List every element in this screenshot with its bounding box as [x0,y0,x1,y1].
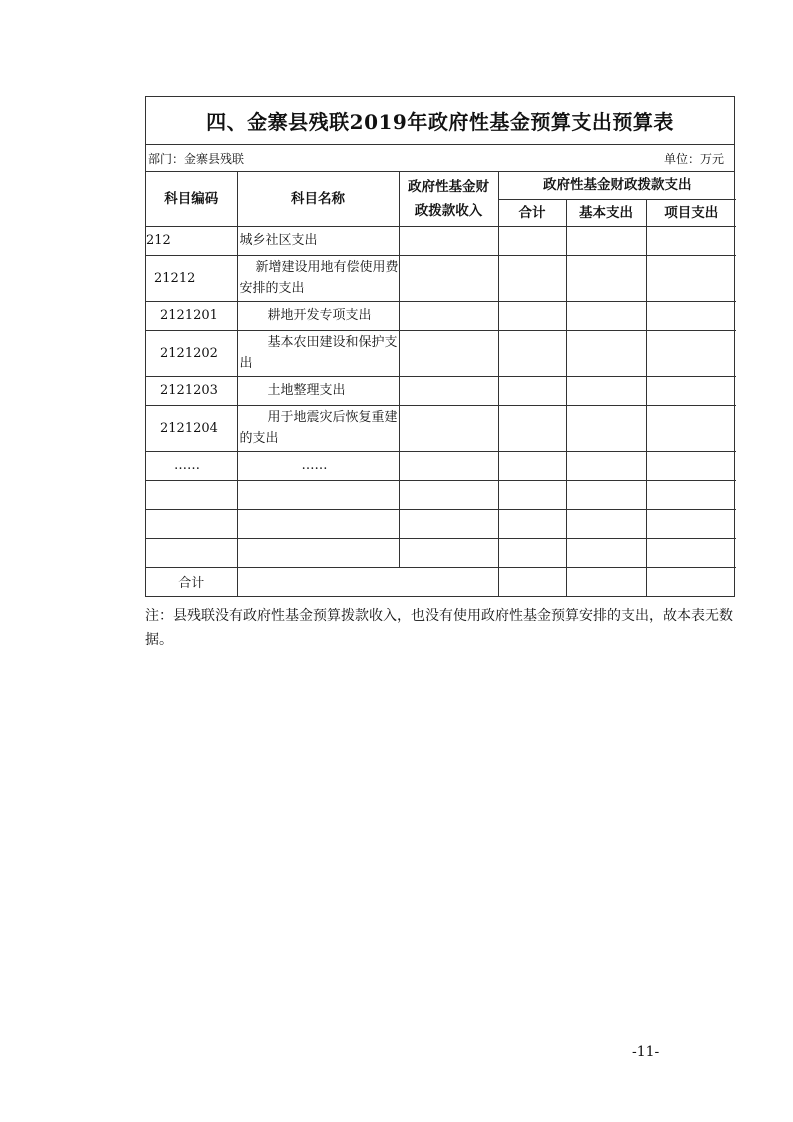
cell-basic [566,538,646,567]
row-code [146,509,237,538]
cell-project [646,330,736,376]
cell-income [399,226,498,255]
header-income-line2: 政拨款收入 [414,202,483,219]
table-row [146,405,736,451]
cell-basic [566,255,646,301]
row-name: 基本农田建设和保护支出 [237,330,399,376]
table-row [146,226,736,255]
header-basic: 基本支出 [566,199,646,226]
cell-project [646,509,736,538]
table-row [146,538,736,567]
row-code: 2121201 [146,301,237,330]
row-code [146,538,237,567]
header-code: 科目编码 [146,172,237,226]
cell-total [498,480,566,509]
cell-income [399,376,498,405]
cell-income [399,255,498,301]
row-code: 2121203 [146,376,237,405]
table-row [146,301,736,330]
budget-table [146,172,736,596]
cell-basic [566,405,646,451]
table-row [146,376,736,405]
cell-project [646,226,736,255]
meta-row [146,145,734,172]
cell-total [498,301,566,330]
cell-basic [566,451,646,480]
cell-project [646,301,736,330]
cell-basic [566,226,646,255]
unit-label: 单位：万元 [663,151,724,166]
table-title: 四、金寨县残联2019年政府性基金预算支出预算表 [146,97,734,145]
cell-project [646,255,736,301]
total-merged-cell [237,567,498,596]
cell-total [498,255,566,301]
cell-basic [566,301,646,330]
cell-basic [566,330,646,376]
page-number: -11- [632,1044,660,1060]
cell-project [646,376,736,405]
total-cell-total [498,567,566,596]
row-code: 212 [146,226,237,255]
table-row [146,330,736,376]
table-row [146,255,736,301]
row-name: …… [237,451,399,480]
table-row [146,509,736,538]
header-income [399,172,498,226]
row-name: 耕地开发专项支出 [237,301,399,330]
total-cell-project [646,567,736,596]
header-income-line1: 政府性基金财 [408,178,489,195]
row-code: …… [146,451,237,480]
cell-income [399,538,498,567]
cell-income [399,451,498,480]
row-code: 21212 [146,255,237,301]
row-name: 城乡社区支出 [237,226,399,255]
row-name [237,538,399,567]
total-row [146,567,736,596]
row-name [237,480,399,509]
header-total: 合计 [498,199,566,226]
cell-income [399,405,498,451]
cell-total [498,451,566,480]
cell-basic [566,376,646,405]
cell-project [646,538,736,567]
header-project: 项目支出 [646,199,736,226]
cell-total [498,226,566,255]
cell-total [498,330,566,376]
cell-basic [566,509,646,538]
row-name: 新增建设用地有偿使用费安排的支出 [237,255,399,301]
row-code: 2121202 [146,330,237,376]
department-label: 部门：金寨县残联 [148,151,245,166]
row-code [146,480,237,509]
table-row [146,451,736,480]
row-code: 2121204 [146,405,237,451]
cell-total [498,538,566,567]
cell-basic [566,480,646,509]
cell-income [399,480,498,509]
row-name: 用于地震灾后恢复重建的支出 [237,405,399,451]
cell-total [498,509,566,538]
cell-total [498,405,566,451]
cell-total [498,376,566,405]
cell-project [646,451,736,480]
total-cell-basic [566,567,646,596]
cell-project [646,405,736,451]
cell-income [399,330,498,376]
cell-project [646,480,736,509]
row-name [237,509,399,538]
cell-income [399,301,498,330]
total-label: 合计 [146,567,237,596]
header-expenditure-group: 政府性基金财政拨款支出 [498,172,736,199]
cell-income [399,509,498,538]
budget-table-frame [145,96,735,597]
table-row [146,480,736,509]
header-name: 科目名称 [237,172,399,226]
footnote: 注：县残联没有政府性基金预算拨款收入，也没有使用政府性基金预算安排的支出，故本表无数据。 [145,608,733,648]
row-name: 土地整理支出 [237,376,399,405]
